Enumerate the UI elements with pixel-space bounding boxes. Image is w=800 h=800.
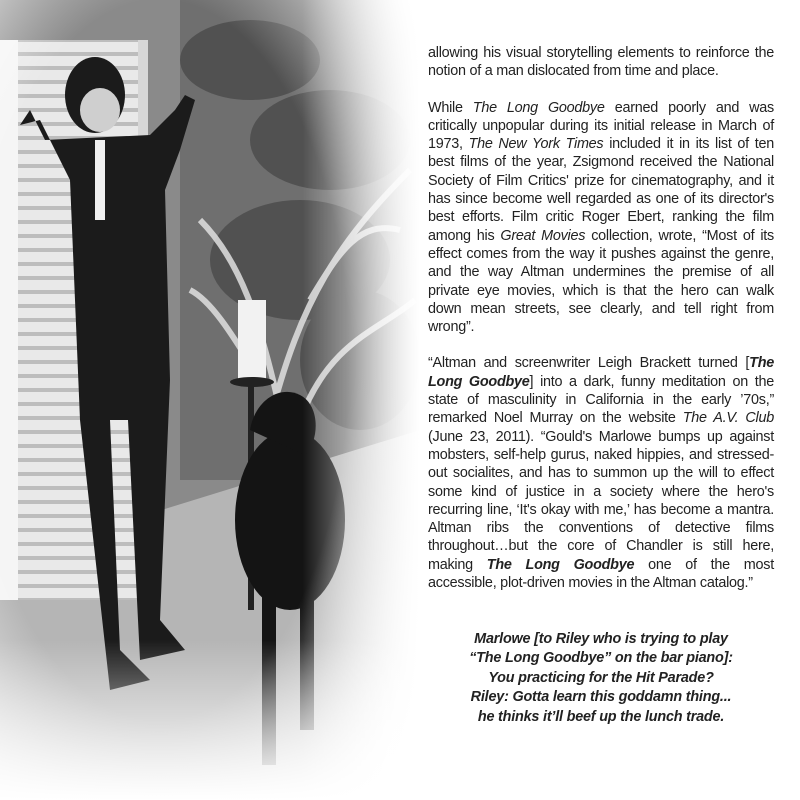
film-title: The Long Goodbye (486, 556, 635, 573)
quote-line: he thinks it’ll beef up the lunch trade. (477, 708, 725, 725)
publication-title: The New York Times (468, 136, 604, 153)
film-title: The Long Goodbye (428, 355, 774, 390)
quote-line: Marlowe [to Riley who is trying to play (474, 631, 728, 647)
website-title: The A.V. Club (682, 410, 774, 427)
paragraph-1: allowing his visual storytelling elements to reinforce the notion of a man dislocated from time and place. (428, 45, 774, 80)
quote-line: You practicing for the Hit Parade? (488, 669, 714, 686)
collection-title: Great Movies (500, 227, 586, 244)
article-body (428, 44, 774, 610)
quote-line: Riley: Gotta learn this goddamn thing... (470, 689, 732, 706)
paragraph-3: “Altman and screenwriter Leigh Brackett turned [The Long Goodbye] into a dark, funny meditation on the state of masculinity in California in the early ’70s,” remarked Noel Murray on the website The A.V. Club (June 23, 2011). “Gould's Marlowe bumps up against mobsters, self-help gurus, naked hippies, and stressed-out socialites, and has to summon up the will to effect some kind of justice in a society where the hero's recurring line, ‘It's okay with me,’ has become a mantra. Altman ribs the conventions of detective films throughout…but the core of Chandler is still here, making The Long Goodbye one of the most accessible, plot-driven movies in the Altman catalog.” (428, 355, 774, 592)
paragraph-2: While The Long Goodbye earned poorly and was critically unpopular during its initial release in March of 1973, The New York Times included it in its list of ten best films of the year, Zsigmond received the National Society of Film Critics' prize for cinematography, and it has since become well regarded as one of its director's best efforts. Film critic Roger Ebert, ranking the film among his Great Movies collection, wrote, “Most of its effect comes from the way it pushes against the genre, and the way Altman undermines the premise of all private eye movies, which is that the hero can walk down mean streets, see clearly, and tell right from wrong”. (428, 99, 774, 336)
film-title: The Long Goodbye (472, 99, 605, 116)
dialogue-quote (428, 630, 774, 727)
quote-line: “The Long Goodbye” on the bar piano]: (469, 650, 733, 667)
